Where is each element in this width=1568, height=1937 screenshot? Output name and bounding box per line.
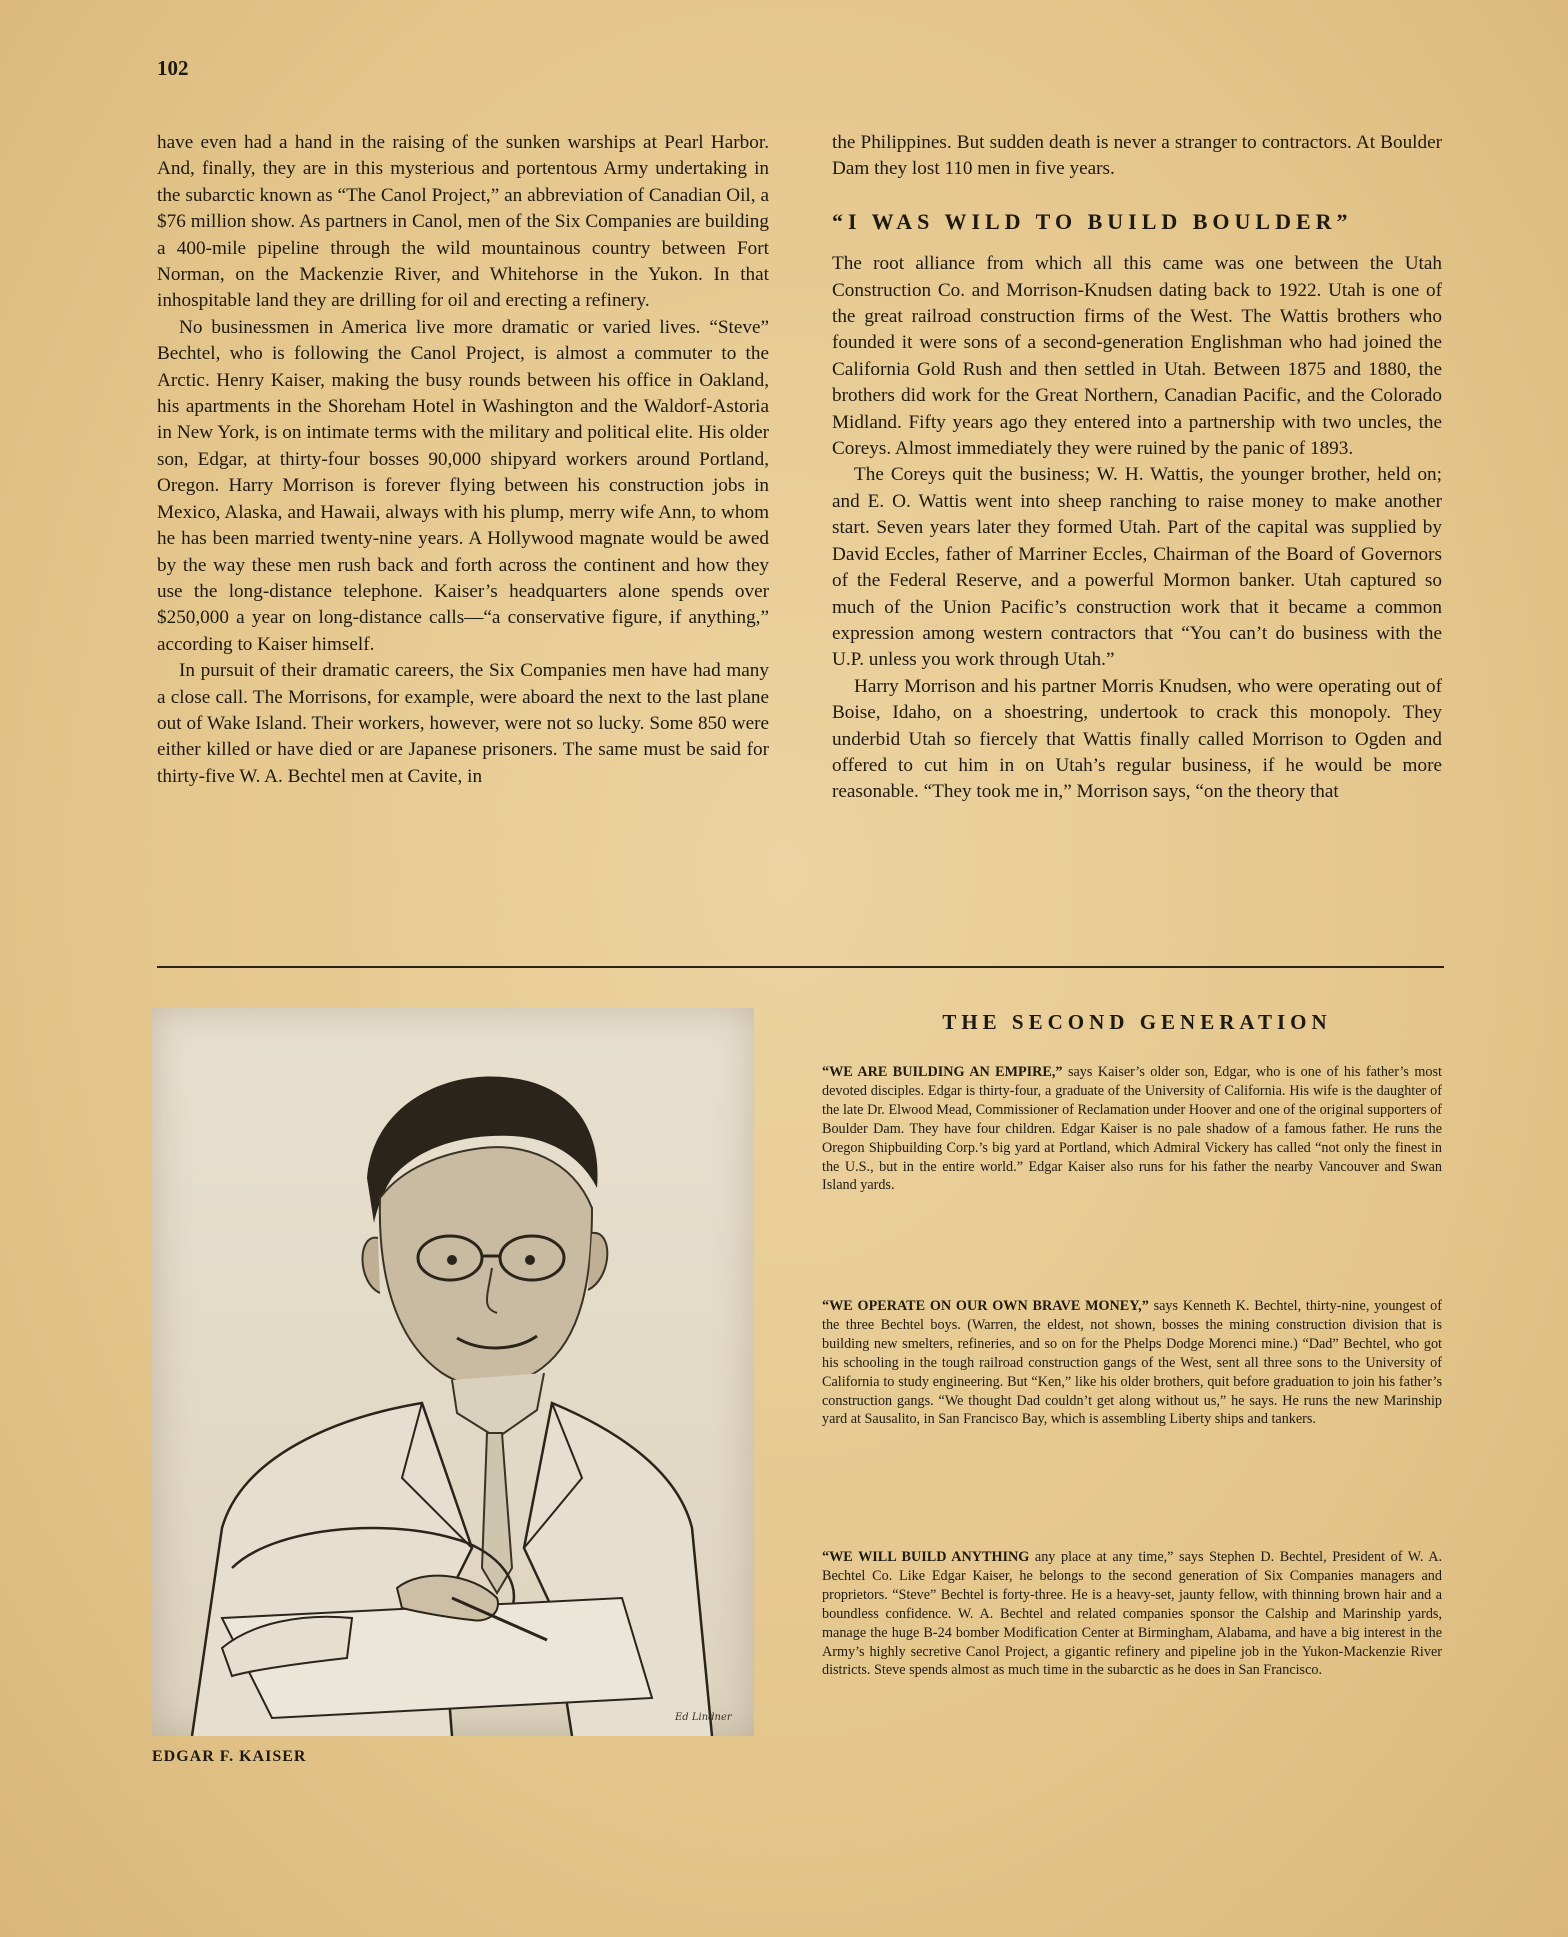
bio-text: any place at any time,” says Stephen D. Bechtel, President of W. A. Bechtel Co. Like Edgar Kaiser, he belongs to the second generation of Six Companies managers and proprietors. “Steve” Bechtel is forty-three. He is a heavy-set, jaunty fellow, with thinning brown hair and a boundless confidence. W. A. Bechtel and related companies sponsor the Calship and Marinship yards, manage the huge B-24 bomber Modification Center at Birmingham, Alabama, and have a big interest in the Army’s highly secretive Canol Project, a gigantic refinery and pipeline job in the Yukon-Mackenzie River districts. Steve spends almost as much time in the subarctic as he does in San Francisco. xyxy=(822,1549,1442,1679)
body-paragraph: No businessmen in America live more dramatic or varied lives. “Steve” Bechtel, who is following the Canol Project, is almost a commuter to the Arctic. Henry Kaiser, making the busy rounds between his office in Oakland, his apartments in the Shoreham Hotel in Washington and the Waldorf-Astoria in New York, is on intimate terms with the military and political elite. His older son, Edgar, at thirty-four bosses 90,000 shipyard workers around Portland, Oregon. Harry Morrison is forever flying between his construction jobs in Mexico, Alaska, and Hawaii, always with his plump, merry wife Ann, to whom he has been married twenty-nine years. A Hollywood magnate would be awed by the way these men rush back and forth across the continent and how they use the long-distance telephone. Kaiser’s headquarters alone spends over $250,000 a year on long-distance calls—“a conservative figure, if anything,” according to Kaiser himself. xyxy=(157,316,769,655)
bio-text: says Kenneth K. Bechtel, thirty-nine, youngest of the three Bechtel boys. (Warren, the eldest, not shown, bosses the mining construction division that is building new smelters, refineries, and so on for the Phelps Dodge Morenci mine.) “Dad” Bechtel, who got his schooling in the tough railroad construction gangs of the West, sent all three sons to the University of California to study engineering. But “Ken,” like his older brothers, quit before graduation to join his father’s construction gangs. “We thought Dad couldn’t get along without us,” he says. He runs the new Marinship yard at Sausalito, in San Francisco Bay, which is assembling Liberty ships and tankers. xyxy=(822,1298,1442,1428)
sidebar-title: THE SECOND GENERATION xyxy=(942,1010,1332,1034)
bio-lead: “WE ARE BUILDING AN EMPIRE,” xyxy=(822,1064,1063,1080)
body-paragraph: have even had a hand in the raising of the sunken warships at Pearl Harbor. And, finally, they are in this mysterious and portentous Army undertaking in the subarctic known as “The Canol Project,” an abbreviation of Canadian Oil, a $76 million show. As partners in Canol, men of the Six Companies are building a 400-mile pipeline through the wild mountainous country between Fort Norman, on the Mackenzie River, and Whitehorse in the Yukon. In that inhospitable land they are drilling for oil and erecting a refinery. xyxy=(157,132,769,312)
body-paragraph: Harry Morrison and his partner Morris Knudsen, who were operating out of Boise, Idaho, on a shoestring, undertook to crack this monopoly. They underbid Utah so fiercely that Wattis finally called Morrison to Ogden and offered to cut him in on Utah’s regular business, if he would be more reasonable. “They took me in,” Morrison says, “on the theory that xyxy=(832,675,1442,803)
body-paragraph: the Philippines. But sudden death is never a stranger to contractors. At Boulder Dam they lost 110 men in five years. xyxy=(832,132,1442,180)
body-paragraph: The Coreys quit the business; W. H. Wattis, the younger brother, held on; and E. O. Wattis went into sheep ranching to raise money to make another start. Seven years later they formed Utah. Part of the capital was supplied by David Eccles, father of Marriner Eccles, Chairman of the Board of Governors of the Federal Reserve, and a powerful Mormon banker. Utah captured so much of the Union Pacific’s construction work that it became a common expression among western contractors that “You can’t do business with the U.P. unless you work through Utah.” xyxy=(832,464,1442,671)
left-column xyxy=(157,130,769,790)
portrait-drawing xyxy=(152,1008,754,1736)
body-paragraph: The root alliance from which all this came was one between the Utah Construction Co. and Morrison-Knudsen dating back to 1922. Utah is one of the great railroad construction firms of the West. The Wattis brothers who founded it were sons of a second-generation Englishman who had joined the California Gold Rush and then settled in Utah. Between 1875 and 1880, the brothers did work for the Great Northern, Canadian Pacific, and the Colorado Midland. Fifty years ago they entered into a partnership with two uncles, the Coreys. Almost immediately they were ruined by the panic of 1893. xyxy=(832,253,1442,460)
illustration-caption: EDGAR F. KAISER xyxy=(152,1748,307,1765)
bio-lead: “WE WILL BUILD ANYTHING xyxy=(822,1549,1030,1565)
bio-lead: “WE OPERATE ON OUR OWN BRAVE MONEY,” xyxy=(822,1298,1149,1314)
portrait-illustration xyxy=(152,1008,754,1736)
body-paragraph: In pursuit of their dramatic careers, the Six Companies men have had many a close call. The Morrisons, for example, were aboard the next to the last plane out of Wake Island. Their workers, however, were not so lucky. Some 850 were either killed or have died or are Japanese prisoners. The same must be said for thirty-five W. A. Bechtel men at Cavite, in xyxy=(157,660,769,787)
bio-edgar-kaiser xyxy=(822,1063,1442,1195)
section-heading: “I WAS WILD TO BUILD BOULDER” xyxy=(832,208,1353,234)
artist-signature: Ed Lindner xyxy=(675,1712,732,1723)
section-divider xyxy=(157,966,1444,968)
page-number: 102 xyxy=(157,56,189,80)
bio-text: says Kaiser’s older son, Edgar, who is one of his father’s most devoted disciples. Edgar is thirty-four, a graduate of the University of California. His wife is the daughter of the late Dr. Elwood Mead, Commissioner of Reclamation under Hoover and one of the original supporters of Boulder Dam. They have four children. Edgar Kaiser is no pale shadow of a famous father. He runs the Oregon Shipbuilding Corp.’s big yard at Portland, which Admiral Vickery has called “not only the finest in the U.S., but in the entire world.” Edgar Kaiser also runs for his father the nearby Vancouver and Swan Island yards. xyxy=(822,1064,1442,1194)
right-column xyxy=(832,130,1442,806)
bio-kenneth-bechtel xyxy=(822,1297,1442,1429)
bio-stephen-bechtel xyxy=(822,1548,1442,1680)
